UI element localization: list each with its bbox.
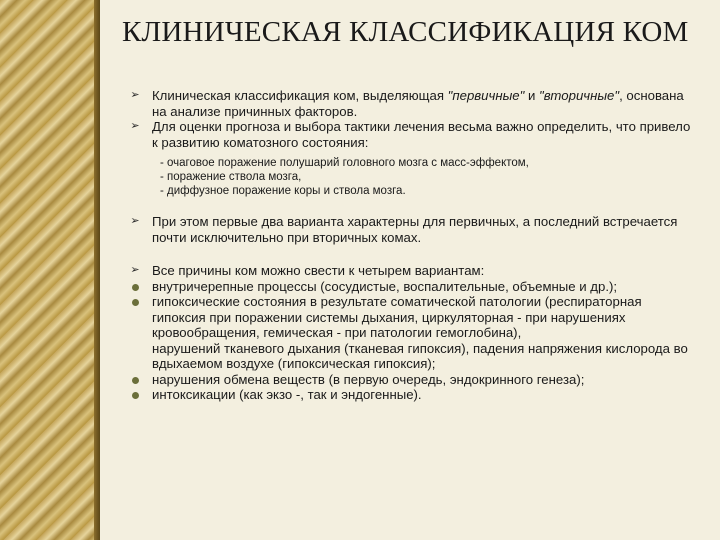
sub-item: - поражение ствола мозга, [160,171,302,183]
para-text: нарушения обмена веществ (в первую очередь, эндокринного генеза); [152,371,585,387]
list-item [128,279,698,295]
list-item [128,119,698,150]
para-text: Клиническая классификация ком, выделяющая "первичные" и "вторичные", основана на анализе причинных факторов. [152,88,684,119]
list-item [128,214,698,245]
arrow-bullet-icon: ➢ [130,264,140,276]
continuation-text: нарушений тканевого дыхания (тканевая гипоксия), падения напряжения кислорода во вдыхаемом воздухе (гипоксическая гипоксия); [152,340,688,371]
slide-title: КЛИНИЧЕСКАЯ КЛАССИФИКАЦИЯ КОМ [122,16,689,48]
para-text: гипоксические состояния в результате соматической патологии (респираторная гипоксия при поражении системы дыхания, циркуляторная - при нарушениях кровообращения, гемическая - при патологии гемоглобина), [152,294,642,340]
round-bullet-icon [132,284,139,291]
arrow-bullet-icon: ➢ [130,215,140,227]
arrow-bullet-icon: ➢ [130,89,140,101]
list-item [128,387,698,403]
round-bullet-icon [132,377,139,384]
para-text: внутричерепные процессы (сосудистые, воспалительные, объемные и др.); [152,278,618,294]
para-text: При этом первые два варианта характерны для первичных, а последний встречается почти исключительно при вторичных комах. [152,214,678,245]
list-item [128,294,698,341]
para-text: Все причины ком можно свести к четырем вариантам: [152,263,485,278]
para-text: интоксикации (как экзо -, так и эндогенные). [152,387,422,402]
round-bullet-icon [132,299,139,306]
round-bullet-icon [132,392,139,399]
para-text: Для оценки прогноза и выбора тактики лечения весьма важно определить, что привело к развитию коматозного состояния: [152,119,691,150]
list-item [128,88,698,119]
sub-item: - очаговое поражение полушарий головного мозга с масс-эффектом, [160,157,529,169]
arrow-bullet-icon: ➢ [130,120,140,132]
list-item [128,263,698,279]
sub-item: - диффузное поражение коры и ствола мозга. [160,185,406,197]
decorative-gold-band [0,0,100,540]
list-item [128,372,698,388]
slide-body [128,88,698,403]
